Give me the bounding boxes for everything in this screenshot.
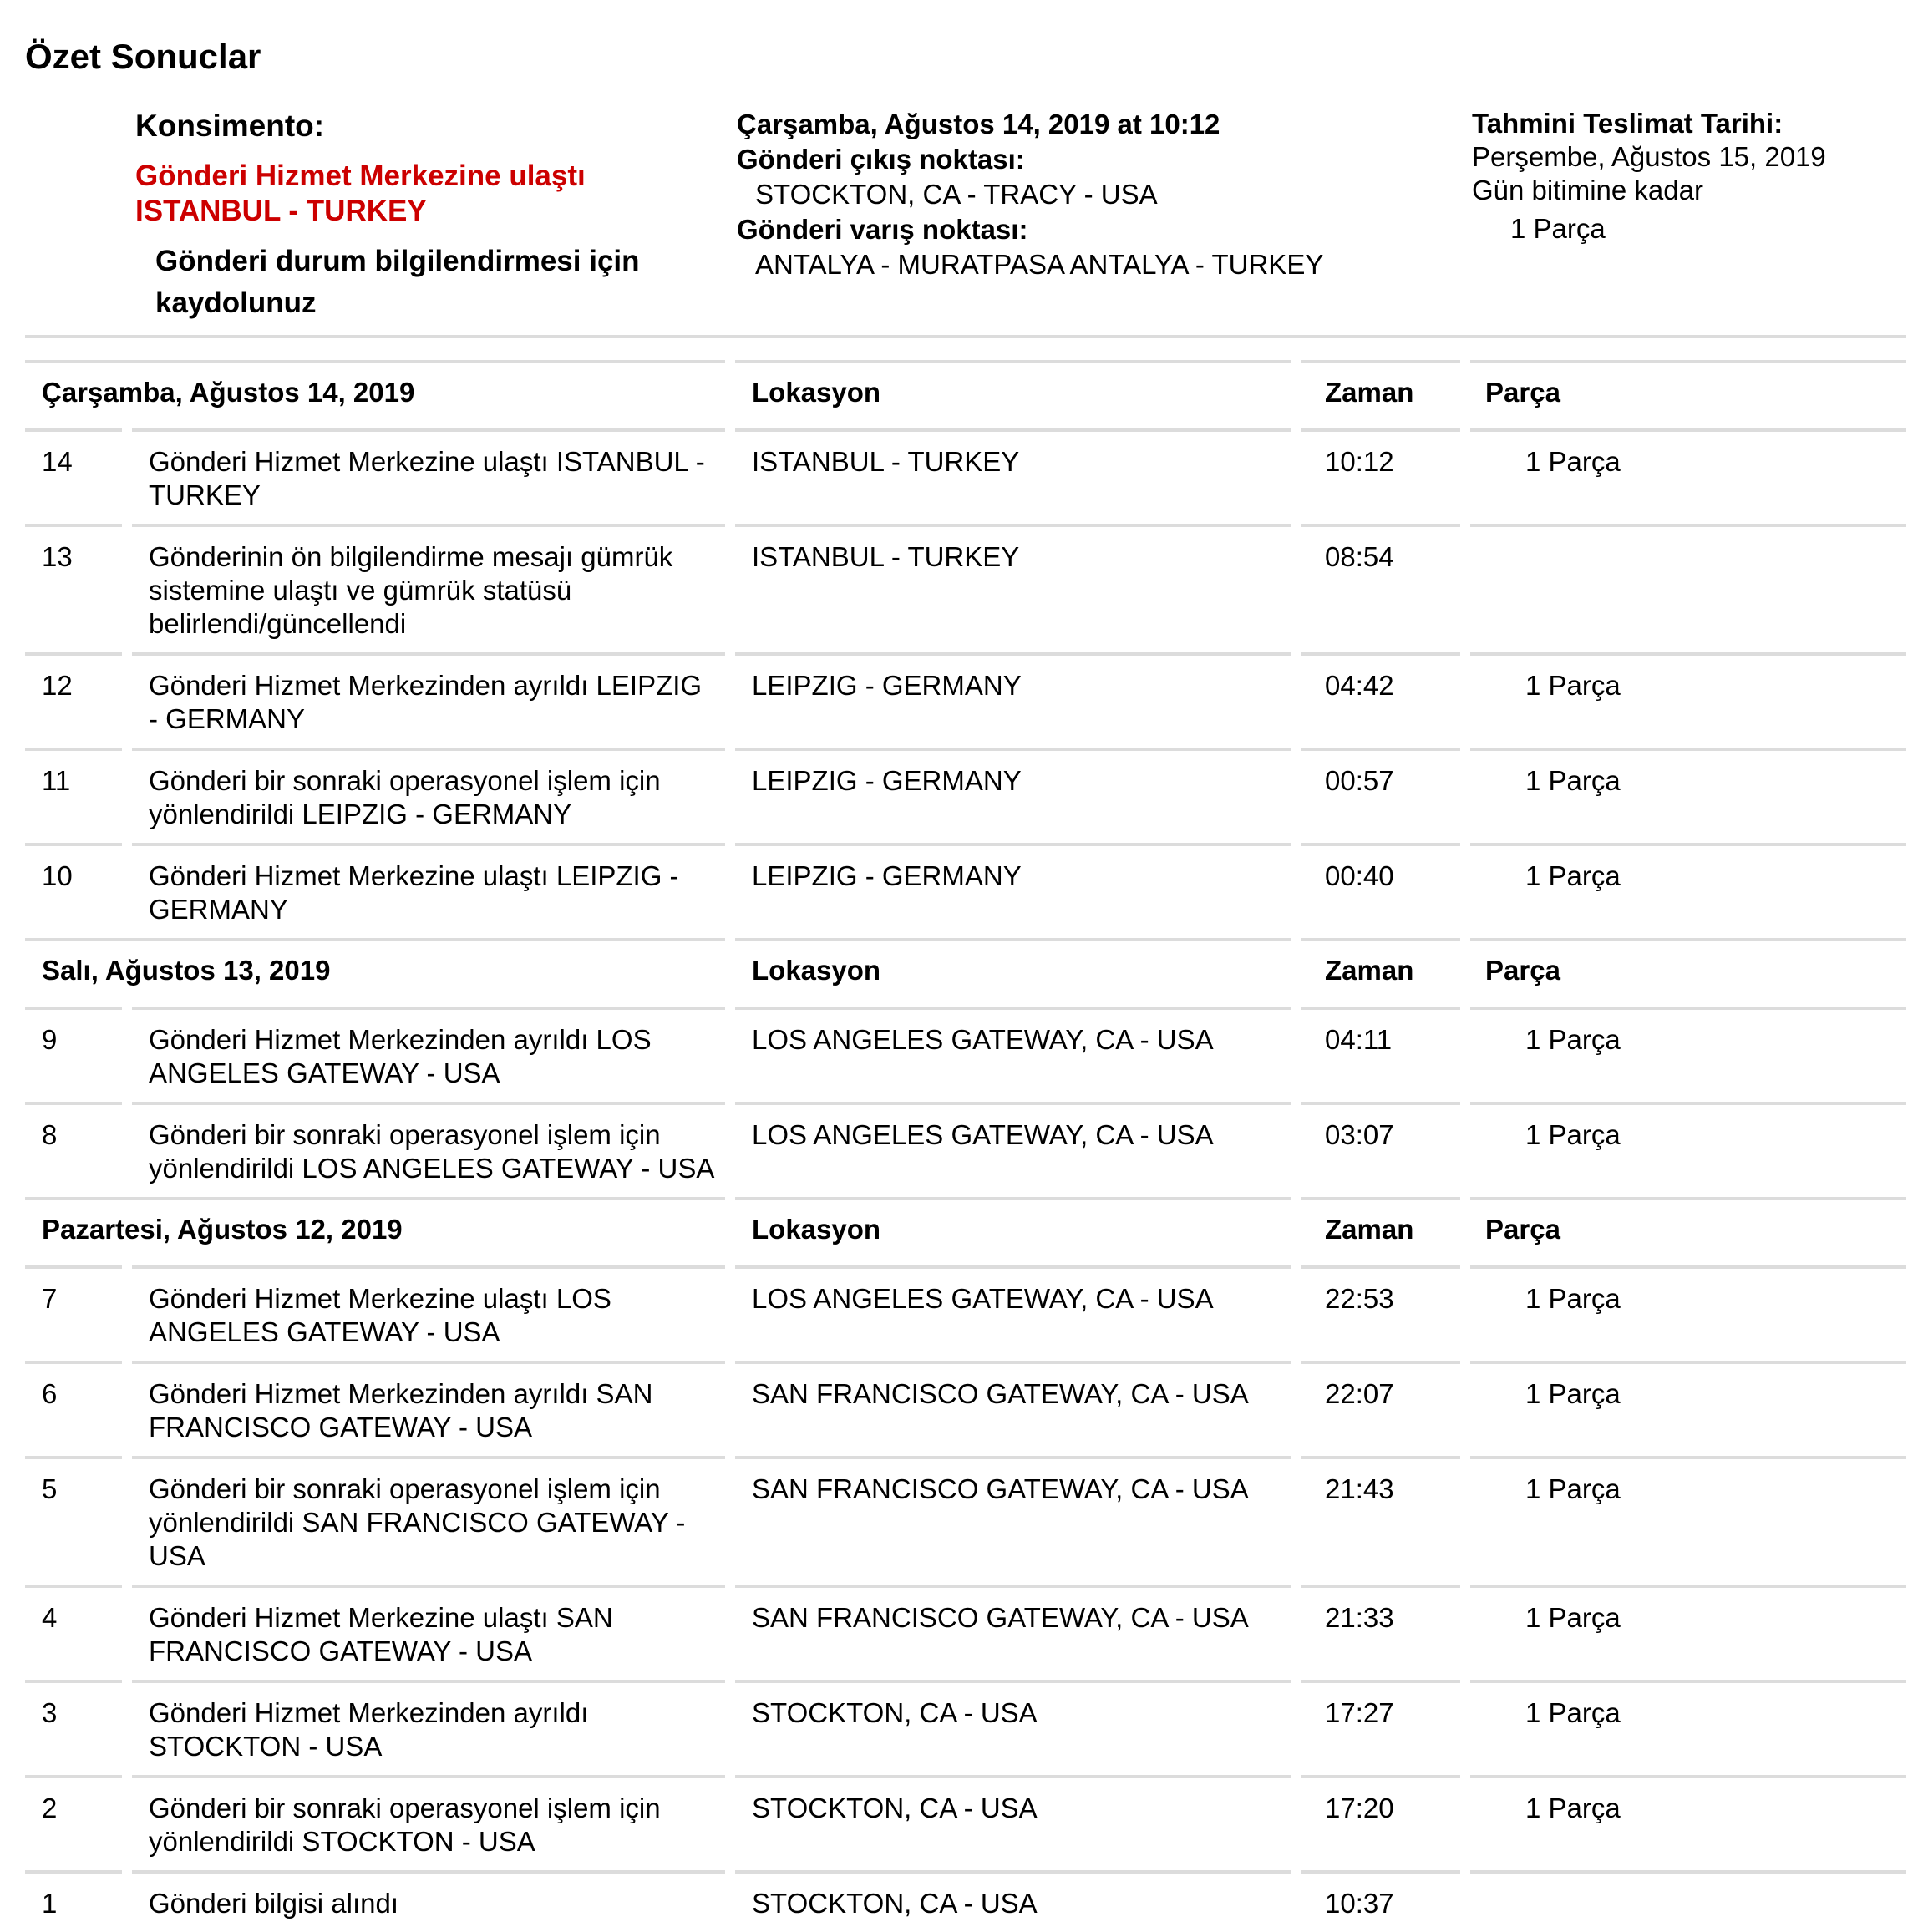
time-header: Zaman bbox=[1301, 1197, 1460, 1265]
event-time: 17:20 bbox=[1301, 1775, 1460, 1837]
event-location: STOCKTON, CA - USA bbox=[735, 1870, 1291, 1932]
register-notifications-link[interactable]: Gönderi durum bilgilendirmesi için kaydolunuz bbox=[155, 245, 640, 319]
event-number: 7 bbox=[25, 1265, 122, 1327]
event-pieces: 1 Parça bbox=[1470, 1456, 1906, 1518]
event-time: 21:33 bbox=[1301, 1585, 1460, 1646]
event-number: 2 bbox=[25, 1775, 122, 1837]
table-row bbox=[25, 1585, 1906, 1680]
current-status-line2: ISTANBUL - TURKEY bbox=[135, 195, 427, 227]
event-pieces bbox=[1470, 524, 1906, 552]
event-description: Gönderi Hizmet Merkezine ulaştı LEIPZIG - GERMANY bbox=[132, 843, 725, 938]
event-description: Gönderinin ön bilgilendirme mesajı gümrük sistemine ulaştı ve gümrük statüsü belirlendi/güncellendi bbox=[132, 524, 725, 652]
event-location: SAN FRANCISCO GATEWAY, CA - USA bbox=[735, 1585, 1291, 1646]
event-location: LOS ANGELES GATEWAY, CA - USA bbox=[735, 1265, 1291, 1327]
summary-datetime: Çarşamba, Ağustos 14, 2019 at 10:12 bbox=[737, 109, 1220, 139]
table-row bbox=[25, 1680, 1906, 1775]
day-header-row bbox=[25, 1197, 1906, 1265]
table-row bbox=[25, 652, 1906, 748]
event-time: 04:11 bbox=[1301, 1007, 1460, 1068]
event-number: 8 bbox=[25, 1102, 122, 1164]
table-row bbox=[25, 1265, 1906, 1361]
table-row bbox=[25, 1456, 1906, 1585]
event-time: 03:07 bbox=[1301, 1102, 1460, 1164]
event-time: 04:42 bbox=[1301, 652, 1460, 714]
event-number: 5 bbox=[25, 1456, 122, 1518]
event-time: 21:43 bbox=[1301, 1456, 1460, 1518]
event-location: SAN FRANCISCO GATEWAY, CA - USA bbox=[735, 1456, 1291, 1518]
pieces-header: Parça bbox=[1470, 938, 1906, 1007]
table-row bbox=[25, 1102, 1906, 1197]
event-description: Gönderi bir sonraki operasyonel işlem için yönlendirildi STOCKTON - USA bbox=[132, 1775, 725, 1870]
origin-label: Gönderi çıkış noktası: bbox=[737, 144, 1025, 175]
event-location: LEIPZIG - GERMANY bbox=[735, 748, 1291, 809]
event-description: Gönderi bilgisi alındı bbox=[132, 1870, 725, 1932]
event-number: 3 bbox=[25, 1680, 122, 1742]
event-number: 11 bbox=[25, 748, 122, 809]
event-time: 22:53 bbox=[1301, 1265, 1460, 1327]
event-number: 10 bbox=[25, 843, 122, 905]
event-description: Gönderi bir sonraki operasyonel işlem için yönlendirildi LEIPZIG - GERMANY bbox=[132, 748, 725, 843]
time-header: Zaman bbox=[1301, 938, 1460, 1007]
day-header-row bbox=[25, 938, 1906, 1007]
event-pieces: 1 Parça bbox=[1470, 1775, 1906, 1837]
page-title: Özet Sonuclar bbox=[25, 37, 261, 76]
event-description: Gönderi bir sonraki operasyonel işlem için yönlendirildi SAN FRANCISCO GATEWAY - USA bbox=[132, 1456, 725, 1585]
event-number: 13 bbox=[25, 524, 122, 586]
current-status-line1: Gönderi Hizmet Merkezine ulaştı bbox=[135, 160, 586, 192]
event-number: 14 bbox=[25, 428, 122, 490]
event-location: ISTANBUL - TURKEY bbox=[735, 428, 1291, 490]
tracking-events-table bbox=[25, 360, 1906, 1932]
table-row bbox=[25, 1007, 1906, 1102]
day-header-row bbox=[25, 360, 1906, 428]
event-number: 4 bbox=[25, 1585, 122, 1646]
table-row bbox=[25, 1361, 1906, 1456]
event-description: Gönderi Hizmet Merkezinden ayrıldı LEIPZIG - GERMANY bbox=[132, 652, 725, 748]
event-location: ISTANBUL - TURKEY bbox=[735, 524, 1291, 586]
event-time: 22:07 bbox=[1301, 1361, 1460, 1422]
location-header: Lokasyon bbox=[735, 1197, 1291, 1265]
event-number: 9 bbox=[25, 1007, 122, 1068]
summary-pieces: 1 Parça bbox=[1510, 213, 1606, 244]
event-location: LEIPZIG - GERMANY bbox=[735, 652, 1291, 714]
event-number: 12 bbox=[25, 652, 122, 714]
pieces-header: Parça bbox=[1470, 1197, 1906, 1265]
event-location: SAN FRANCISCO GATEWAY, CA - USA bbox=[735, 1361, 1291, 1422]
event-location: LEIPZIG - GERMANY bbox=[735, 843, 1291, 905]
estimated-delivery-time: Gün bitimine kadar bbox=[1472, 175, 1703, 205]
table-row bbox=[25, 843, 1906, 938]
event-time: 08:54 bbox=[1301, 524, 1460, 586]
event-description: Gönderi Hizmet Merkezine ulaştı ISTANBUL - TURKEY bbox=[132, 428, 725, 524]
event-location: STOCKTON, CA - USA bbox=[735, 1775, 1291, 1837]
event-number: 1 bbox=[25, 1870, 122, 1932]
table-row bbox=[25, 428, 1906, 524]
event-location: LOS ANGELES GATEWAY, CA - USA bbox=[735, 1007, 1291, 1068]
location-header: Lokasyon bbox=[735, 360, 1291, 428]
event-description: Gönderi Hizmet Merkezinden ayrıldı STOCKTON - USA bbox=[132, 1680, 725, 1775]
event-description: Gönderi Hizmet Merkezinden ayrıldı LOS ANGELES GATEWAY - USA bbox=[132, 1007, 725, 1102]
event-pieces: 1 Parça bbox=[1470, 1265, 1906, 1327]
event-description: Gönderi Hizmet Merkezine ulaştı SAN FRANCISCO GATEWAY - USA bbox=[132, 1585, 725, 1680]
consignment-label: Konsimento: bbox=[135, 109, 325, 143]
event-time: 10:37 bbox=[1301, 1870, 1460, 1932]
event-number: 6 bbox=[25, 1361, 122, 1422]
event-pieces: 1 Parça bbox=[1470, 1361, 1906, 1422]
pieces-header: Parça bbox=[1470, 360, 1906, 428]
origin-value: STOCKTON, CA - TRACY - USA bbox=[755, 179, 1158, 210]
event-location: STOCKTON, CA - USA bbox=[735, 1680, 1291, 1742]
event-pieces: 1 Parça bbox=[1470, 1585, 1906, 1646]
event-time: 17:27 bbox=[1301, 1680, 1460, 1742]
summary-divider bbox=[25, 335, 1906, 338]
shipment-route bbox=[737, 107, 1372, 282]
day-date: Pazartesi, Ağustos 12, 2019 bbox=[25, 1197, 725, 1265]
event-pieces: 1 Parça bbox=[1470, 748, 1906, 809]
event-pieces: 1 Parça bbox=[1470, 843, 1906, 905]
location-header: Lokasyon bbox=[735, 938, 1291, 1007]
event-pieces: 1 Parça bbox=[1470, 652, 1906, 714]
event-time: 00:57 bbox=[1301, 748, 1460, 809]
estimated-delivery bbox=[1472, 107, 1906, 246]
event-description: Gönderi Hizmet Merkezinden ayrıldı SAN FRANCISCO GATEWAY - USA bbox=[132, 1361, 725, 1456]
shipment-summary bbox=[135, 107, 720, 324]
table-row bbox=[25, 524, 1906, 652]
event-pieces: 1 Parça bbox=[1470, 428, 1906, 490]
event-pieces: 1 Parça bbox=[1470, 1102, 1906, 1164]
table-row bbox=[25, 1775, 1906, 1870]
event-time: 00:40 bbox=[1301, 843, 1460, 905]
event-location: LOS ANGELES GATEWAY, CA - USA bbox=[735, 1102, 1291, 1164]
destination-label: Gönderi varış noktası: bbox=[737, 214, 1028, 245]
event-pieces: 1 Parça bbox=[1470, 1007, 1906, 1068]
event-description: Gönderi bir sonraki operasyonel işlem için yönlendirildi LOS ANGELES GATEWAY - USA bbox=[132, 1102, 725, 1197]
day-date: Salı, Ağustos 13, 2019 bbox=[25, 938, 725, 1007]
event-description: Gönderi Hizmet Merkezine ulaştı LOS ANGELES GATEWAY - USA bbox=[132, 1265, 725, 1361]
table-row bbox=[25, 1870, 1906, 1932]
event-pieces: 1 Parça bbox=[1470, 1680, 1906, 1742]
estimated-delivery-date: Perşembe, Ağustos 15, 2019 bbox=[1472, 141, 1826, 172]
current-status bbox=[135, 159, 720, 229]
time-header: Zaman bbox=[1301, 360, 1460, 428]
day-date: Çarşamba, Ağustos 14, 2019 bbox=[25, 360, 725, 428]
estimated-delivery-label: Tahmini Teslimat Tarihi: bbox=[1472, 108, 1783, 139]
destination-value: ANTALYA - MURATPASA ANTALYA - TURKEY bbox=[755, 249, 1324, 280]
table-row bbox=[25, 748, 1906, 843]
event-time: 10:12 bbox=[1301, 428, 1460, 490]
